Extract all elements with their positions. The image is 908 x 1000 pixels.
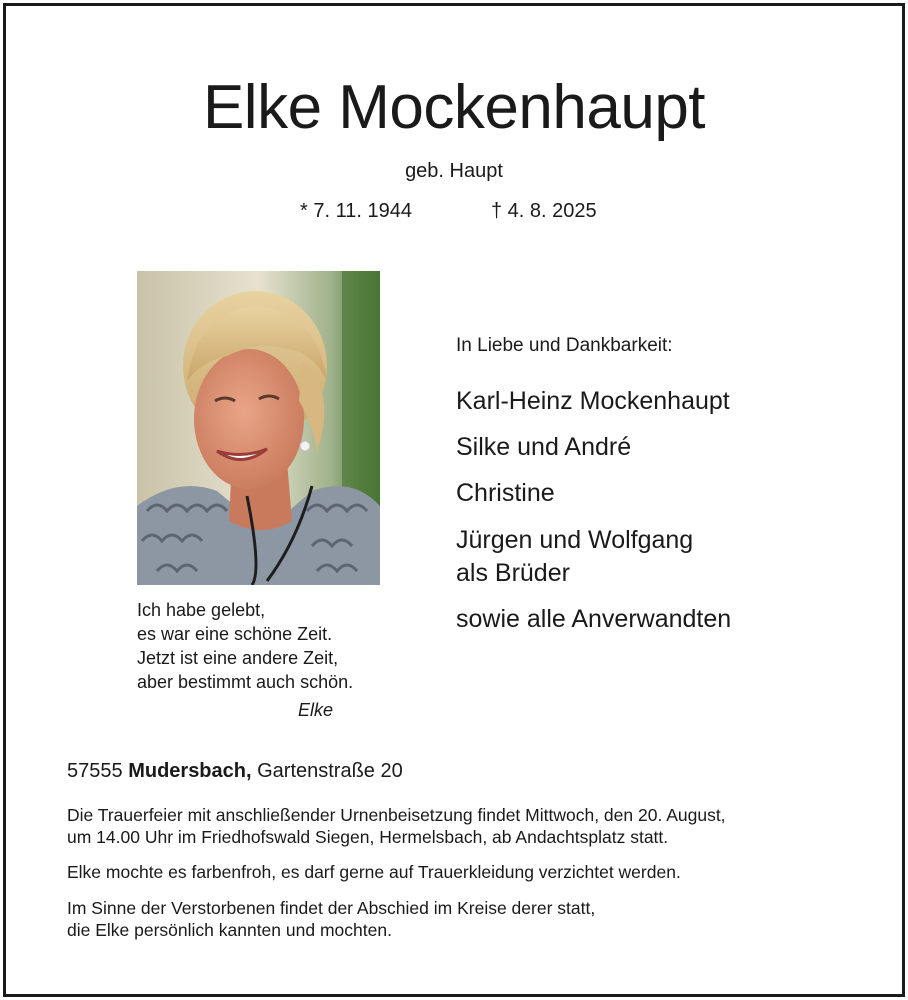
- maiden-name: geb. Haupt: [405, 160, 503, 182]
- mourner-name: als Brüder: [456, 559, 570, 587]
- mourners-intro: In Liebe und Dankbarkeit:: [456, 335, 673, 356]
- poem-line: es war eine schöne Zeit.: [137, 624, 333, 644]
- poem: [137, 598, 353, 694]
- notice-line: Die Trauerfeier mit anschließender Urnenbeisetzung findet Mittwoch, den 20. August,: [67, 805, 726, 825]
- street: Gartenstraße 20: [257, 760, 403, 782]
- dress-notice: [67, 861, 867, 883]
- farewell-notice: [67, 897, 867, 941]
- portrait-photo: [137, 271, 380, 585]
- poem-line: Jetzt ist eine andere Zeit,: [137, 648, 339, 668]
- poem-signature: Elke: [298, 700, 334, 720]
- mourner-name: Silke und André: [456, 433, 632, 461]
- postal-code: 57555: [67, 760, 123, 782]
- poem-line: Ich habe gelebt,: [137, 600, 266, 620]
- mourning-address: [67, 760, 403, 783]
- funeral-notice: [67, 804, 867, 848]
- deceased-name: Elke Mockenhaupt: [202, 73, 706, 142]
- notice-line: um 14.00 Uhr im Friedhofswald Siegen, Hermelsbach, ab Andachtsplatz statt.: [67, 827, 669, 847]
- birth-date: * 7. 11. 1944: [300, 200, 412, 222]
- poem-line: aber bestimmt auch schön.: [137, 672, 354, 692]
- notice-line: Elke mochte es farbenfroh, es darf gerne auf Trauerkleidung verzichtet werden.: [67, 862, 681, 882]
- city: Mudersbach,: [128, 760, 252, 782]
- mourner-name: Jürgen und Wolfgang: [456, 526, 694, 554]
- mourner-name: sowie alle Anverwandten: [456, 605, 732, 633]
- death-date: † 4. 8. 2025: [491, 200, 597, 222]
- mourner-name: Karl-Heinz Mockenhaupt: [456, 387, 730, 415]
- notice-line: die Elke persönlich kannten und mochten.: [67, 920, 392, 940]
- notice-line: Im Sinne der Verstorbenen findet der Abschied im Kreise derer statt,: [67, 898, 596, 918]
- mourner-name: Christine: [456, 479, 555, 507]
